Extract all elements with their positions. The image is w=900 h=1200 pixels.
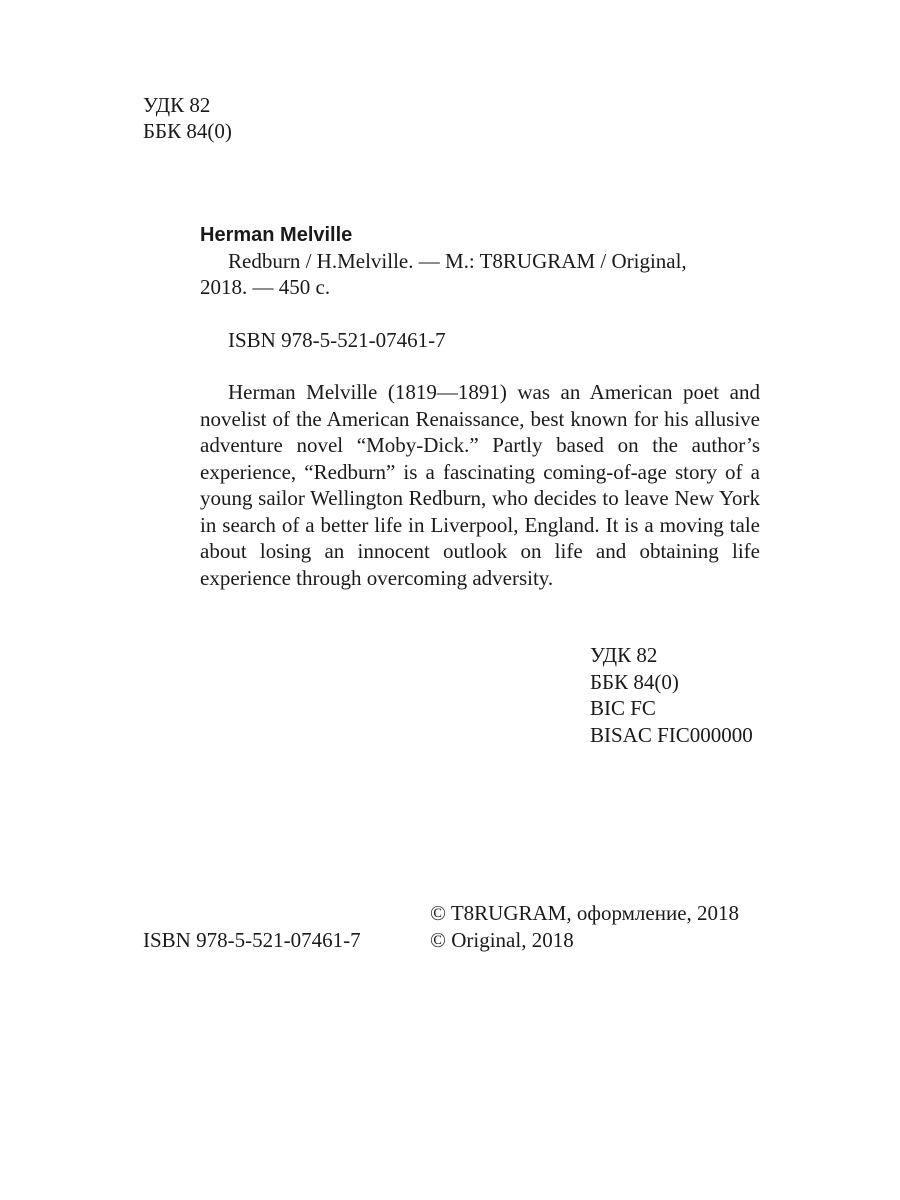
udk-code: УДК 82 (143, 93, 211, 117)
bbk-code: ББК 84(0) (143, 119, 232, 143)
isbn-text: ISBN 978-5-521-07461-7 (143, 928, 361, 952)
copyright-notices (430, 900, 739, 954)
bbk-code: ББК 84(0) (590, 669, 679, 694)
bic-code: BIC FC (590, 696, 656, 720)
author-name: Herman Melville (200, 224, 353, 246)
bibliographic-description-line-2: 2018. — 450 с. (200, 275, 331, 299)
annotation-paragraph: Herman Melville (1819—1891) was an American poet and novelist of the American Renaissance, best known for his allusive adventure novel “Moby-Dick.” Partly based on the author’s experience, “Redburn” is a fascinating coming-of-age story of a young sailor Wellington Redburn, who decides to leave New York in search of a better life in Liverpool, England. It is a moving tale about losing an innocent outlook on life and obtaining life experience through overcoming adversity. (200, 380, 760, 590)
bibliographic-record (200, 222, 760, 300)
footer-isbn (143, 927, 361, 954)
bisac-code: BISAC FIC000000 (590, 722, 753, 747)
udk-code: УДК 82 (590, 643, 658, 667)
top-classification-codes (143, 92, 232, 144)
copyright-original: © Original, 2018 (430, 928, 574, 952)
classification-codes (590, 642, 753, 748)
bibliographic-description-line-1: Redburn / H.Melville. — M.: T8RUGRAM / Original, (228, 249, 687, 273)
isbn-text: ISBN 978-5-521-07461-7 (228, 328, 446, 352)
record-isbn (228, 327, 446, 353)
copyright-design: © T8RUGRAM, оформление, 2018 (430, 901, 740, 925)
